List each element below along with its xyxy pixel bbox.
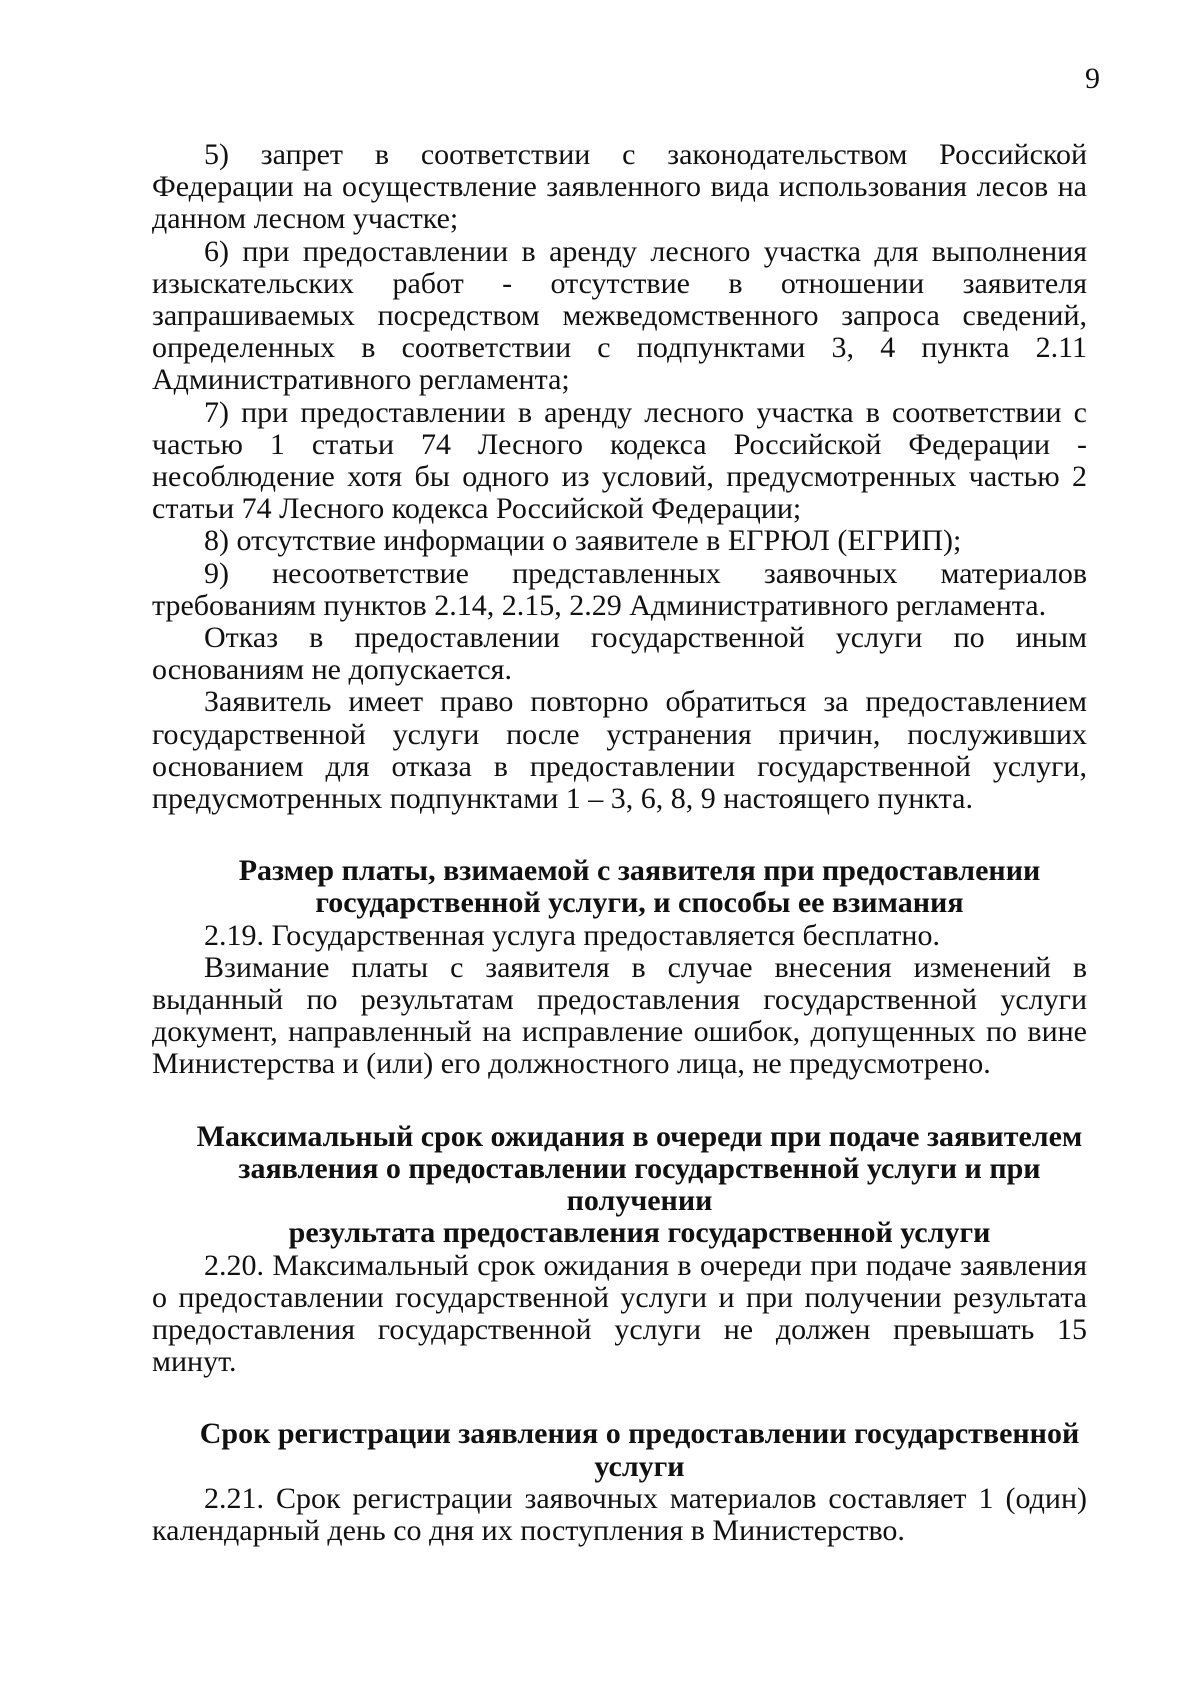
waiting-section-heading	[152, 1121, 1087, 1250]
list-item: 7) при предоставлении в аренду лесного участка в соответствии с частью 1 статьи 74 Лесного кодекса Российской Федерации - несоблюдение хотя бы одного из условий, предусмотренных частью 2 статьи 74 Лесного кодекса Российской Федерации;	[152, 395, 1087, 526]
heading-line: государственной услуги, и способы ее взимания	[315, 886, 964, 920]
heading-line: заявления о предоставлении государственной услуги и при получении	[238, 1151, 1041, 1218]
heading-line: услуги	[594, 1449, 685, 1483]
document-body	[152, 139, 1087, 1547]
section-spacer	[152, 1081, 1087, 1121]
reapply-paragraph: Заявитель имеет право повторно обратиться за предоставлением государственной услуги после устранения причин, послуживших основанием для отказа в предоставлении государственной услуги, предусмотренных подпунктами 1 – 3, 6, 8, 9 настоящего пункта.	[152, 685, 1087, 816]
fee-paragraph: Взимание платы с заявителя в случае внесения изменений в выданный по результатам предоставления государственной услуги документ, направленный на исправление ошибок, допущенных по вине Министерства и (или) его должностного лица, не предусмотрено.	[152, 950, 1087, 1081]
fee-paragraph: 2.19. Государственная услуга предоставляется бесплатно.	[204, 918, 940, 952]
heading-line: Срок регистрации заявления о предоставлении государственной	[199, 1417, 1080, 1451]
waiting-section	[152, 1121, 1087, 1379]
fee-section-heading	[152, 855, 1087, 919]
registration-section	[152, 1418, 1087, 1547]
fee-section	[152, 855, 1087, 1080]
section-spacer	[152, 1378, 1087, 1418]
heading-line: Размер платы, взимаемой с заявителя при предоставлении	[238, 854, 1041, 888]
list-item: 8) отсутствие информации о заявителе в ЕГРЮЛ (ЕГРИП);	[204, 524, 962, 558]
list-item: 9) несоответствие представленных заявочных материалов требованиям пунктов 2.14, 2.15, 2.29 Административного регламента.	[152, 556, 1087, 622]
list-item: 5) запрет в соответствии с законодательством Российской Федерации на осуществление заявленного вида использования лесов на данном лесном участке;	[152, 138, 1087, 236]
list-item: 6) при предоставлении в аренду лесного участка для выполнения изыскательских работ - отсутствие в отношении заявителя запрашиваемых посредством межведомственного запроса сведений, определенных в соответствии с подпунктами 3, 4 пункта 2.11 Административного регламента;	[152, 234, 1087, 397]
heading-line: результата предоставления государственной услуги	[288, 1216, 991, 1250]
section-spacer	[152, 815, 1087, 855]
page-number: 9	[1085, 62, 1100, 95]
heading-line: Максимальный срок ожидания в очереди при подаче заявителем	[196, 1119, 1083, 1153]
refusal-paragraph: Отказ в предоставлении государственной услуги по иным основаниям не допускается.	[152, 621, 1087, 687]
registration-paragraph: 2.21. Срок регистрации заявочных материалов составляет 1 (один) календарный день со дня их поступления в Министерство.	[152, 1481, 1087, 1547]
registration-section-heading	[152, 1418, 1087, 1482]
waiting-paragraph: 2.20. Максимальный срок ожидания в очереди при подаче заявления о предоставлении государственной услуги и при получении результата предоставления государственной услуги не должен превышать 15 минут.	[152, 1248, 1087, 1379]
